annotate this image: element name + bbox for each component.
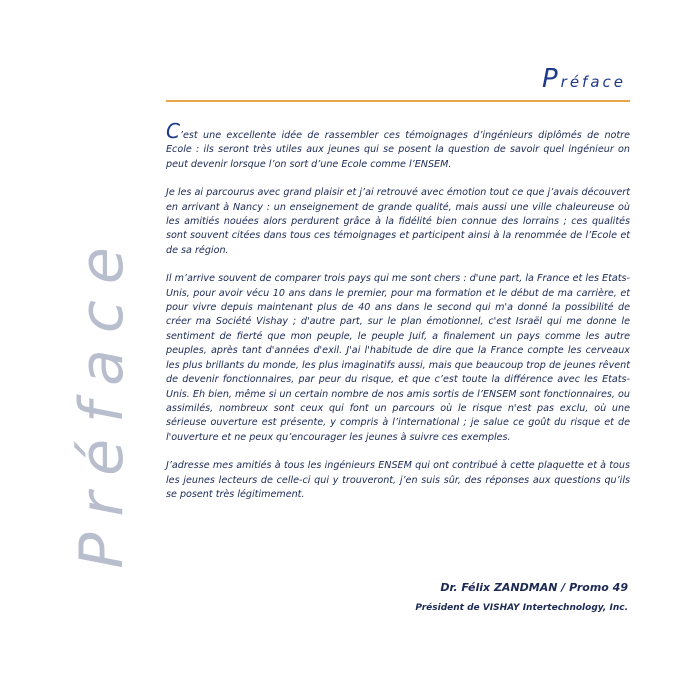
signature-name: Dr. Félix ZANDMAN / Promo 49 [440,581,628,594]
page-title-initial: P [541,64,561,94]
page-title [542,66,626,92]
paragraph-2: Je les ai parcourus avec grand plaisir et j’ai retrouvé avec émotion tout ce que j’avais découvert en arrivant à Nancy : un enseignement de grande qualité, mais aussi une ville chaleureuse où les amitiés nouées alors perdurent grâce à la fidélité bien connue des lorrains ; ces qualités sont souvent citées dans tous ces témoignages et participent ainsi à la renommée de l’Ecole et de sa région. [166,187,630,256]
signature-block [415,580,628,616]
paragraph-1 [166,119,630,172]
signature-role: Président de VISHAY Intertechnology, Inc. [415,603,628,613]
paragraph-3: Il m’arrive souvent de comparer trois pays qui me sont chers : d'une part, la France et les Etats-Unis, pour avoir vécu 10 ans dans le premier, pour ma formation et le début de ma carrière, et pour vivre depuis maintenant plus de 40 ans dans le second qui m'a donné la possibilité de créer ma Société Vishay ; d'autre part, sur le plan émotionnel, c'est Israël qui me donne le sentiment de fierté que mon peuple, le peuple Juif, a finalement un pays comme les autre peuples, après tant d'années d'exil. J'ai l'habitude de dire que la France compte les cerveaux les plus brillants du monde, les plus imaginatifs aussi, mais que beaucoup trop de jeunes rêvent de devenir fonctionnaires, par peur du risque, et que c’est toute la différence avec les Etats-Unis. Eh bien, même si un certain nombre de nos amis sortis de l’ENSEM sont fonctionnaires, ou assimilés, nombreux sont ceux qui font un parcours où le risque n'est pas exclu, où une sérieuse ouverture est présente, y compris à l’international ; je salue ce goût du risque et de l'ouverture et ne peux qu’encourager les jeunes à suivre ces exemples. [166,273,630,443]
drop-cap: C [166,119,180,143]
page-title-rest: réface [560,73,626,91]
header-divider [166,100,630,102]
preface-body [166,119,630,516]
paragraph-1-text: ’est une excellente idée de rassembler ces témoignages d’ingénieurs diplômés de notre Ecole : ils seront très utiles aux jeunes qui se posent la question de savoir quel ingénieur on peut devenir lorsque l’on sort d’une Ecole comme l’ENSEM. [166,130,630,170]
paragraph-4: J’adresse mes amitiés à tous les ingénieurs ENSEM qui ont contribué à cette plaquette et à tous les jeunes lecteurs de celle-ci qui y trouveront, j’en suis sûr, des réponses aux questions qu’ils se posent très légitimement. [166,460,630,500]
vertical-title: Préface [67,231,137,569]
